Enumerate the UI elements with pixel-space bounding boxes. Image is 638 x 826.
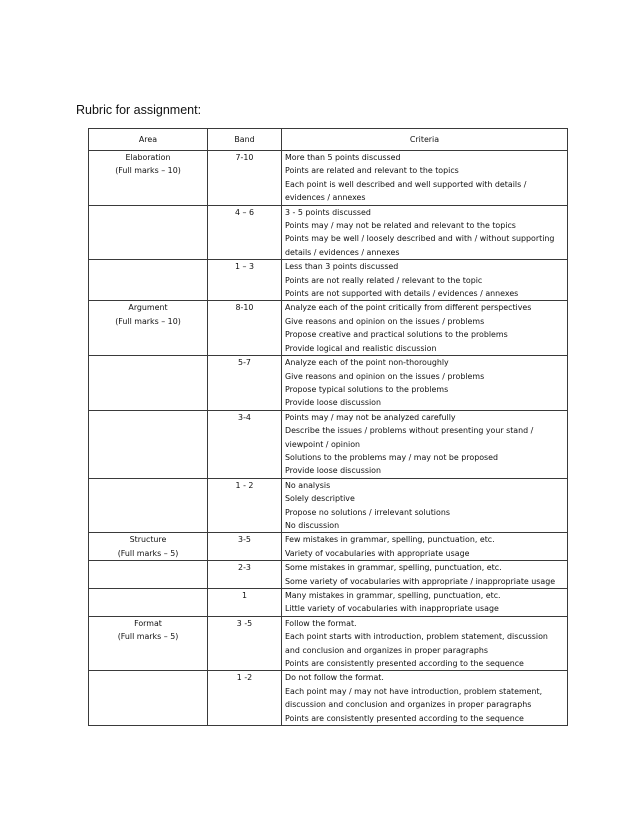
- criteria-cell: [282, 616, 568, 671]
- band-value: 3 -5: [208, 616, 282, 671]
- header-criteria: Criteria: [282, 129, 568, 151]
- area-cell: [89, 533, 208, 561]
- page-title: Rubric for assignment:: [76, 103, 202, 117]
- criteria-item: Follow the format.: [285, 618, 357, 628]
- rubric-row: [89, 260, 568, 301]
- criteria-item: Points may be well / loosely described and with / without supporting details / evidences / annexes: [285, 234, 555, 257]
- criteria-item: Solely descriptive: [285, 494, 355, 504]
- area-cell: [89, 410, 208, 478]
- rubric-row: [89, 561, 568, 589]
- area-name: Elaboration: [125, 153, 171, 162]
- rubric-row: [89, 478, 568, 533]
- criteria-item: Points are consistently presented according to the sequence: [285, 659, 524, 669]
- area-cell: [89, 151, 208, 206]
- rubric-row: [89, 151, 568, 206]
- band-value: 2-3: [208, 561, 282, 589]
- criteria-item: Give reasons and opinion on the issues / problems: [285, 371, 485, 381]
- area-cell: [89, 478, 208, 533]
- rubric-row: [89, 205, 568, 260]
- criteria-item: Some mistakes in grammar, spelling, punctuation, etc.: [285, 563, 502, 573]
- criteria-item: No discussion: [285, 520, 340, 530]
- criteria-cell: [282, 671, 568, 726]
- band-value: 5-7: [208, 356, 282, 411]
- header-area: Area: [89, 129, 208, 151]
- criteria-cell: [282, 260, 568, 301]
- area-cell: [89, 260, 208, 301]
- criteria-cell: [282, 356, 568, 411]
- rubric-row: [89, 616, 568, 671]
- rubric-body: [89, 151, 568, 726]
- rubric-row: [89, 356, 568, 411]
- criteria-item: Describe the issues / problems without presenting your stand / viewpoint / opinion: [285, 426, 534, 449]
- criteria-item: Points may / may not be analyzed carefully: [285, 412, 456, 422]
- rubric-row: [89, 589, 568, 617]
- criteria-item: Little variety of vocabularies with inappropriate usage: [285, 604, 499, 614]
- criteria-item: Provide logical and realistic discussion: [285, 343, 437, 353]
- criteria-item: Propose typical solutions to the problems: [285, 384, 449, 394]
- area-full-marks: (Full marks – 10): [115, 316, 181, 326]
- header-row: [89, 129, 568, 151]
- criteria-item: Points are related and relevant to the topics: [285, 166, 459, 176]
- criteria-item: Analyze each of the point critically from different perspectives: [285, 303, 532, 313]
- area-name: Argument: [128, 303, 168, 313]
- band-value: 7-10: [208, 151, 282, 206]
- criteria-item: Variety of vocabularies with appropriate usage: [285, 548, 470, 558]
- area-cell: [89, 671, 208, 726]
- criteria-item: Solutions to the problems may / may not be proposed: [285, 452, 499, 462]
- area-name: Structure: [129, 535, 167, 545]
- criteria-item: Propose no solutions / irrelevant solutions: [285, 507, 450, 517]
- area-cell: [89, 205, 208, 260]
- area-name: Format: [134, 618, 162, 628]
- criteria-item: Provide loose discussion: [285, 398, 381, 408]
- criteria-item: Points are consistently presented according to the sequence: [285, 713, 524, 723]
- area-full-marks: (Full marks – 5): [117, 548, 179, 558]
- criteria-cell: [282, 410, 568, 478]
- criteria-item: Each point may / may not have introduction, problem statement, discussion and conclusion and organizes in proper paragraphs: [285, 686, 543, 710]
- rubric-row: [89, 301, 568, 356]
- rubric-row: [89, 533, 568, 561]
- criteria-item: Each point is well described and well supported with details / evidences / annexes: [285, 179, 527, 203]
- criteria-item: Points are not supported with details / evidences / annexes: [285, 289, 519, 299]
- criteria-item: Few mistakes in grammar, spelling, punctuation, etc.: [285, 535, 495, 545]
- rubric-table: [88, 128, 568, 726]
- criteria-item: Give reasons and opinion on the issues / problems: [285, 316, 485, 326]
- area-cell: [89, 356, 208, 411]
- criteria-item: Analyze each of the point non-thoroughly: [285, 358, 449, 368]
- area-cell: [89, 561, 208, 589]
- band-value: 3-4: [208, 410, 282, 478]
- area-full-marks: (Full marks – 10): [115, 166, 181, 176]
- rubric-row: [89, 410, 568, 478]
- criteria-item: Propose creative and practical solutions to the problems: [285, 330, 508, 340]
- criteria-cell: [282, 589, 568, 617]
- criteria-item: Points may / may not be related and relevant to the topics: [285, 221, 516, 231]
- band-value: 8-10: [208, 301, 282, 356]
- criteria-item: 3 - 5 points discussed: [285, 207, 371, 217]
- band-value: 4 – 6: [208, 205, 282, 260]
- band-value: 1 - 2: [208, 478, 282, 533]
- criteria-cell: [282, 478, 568, 533]
- rubric-row: [89, 671, 568, 726]
- criteria-item: More than 5 points discussed: [285, 153, 401, 162]
- band-value: 3-5: [208, 533, 282, 561]
- criteria-item: No analysis: [285, 480, 331, 490]
- criteria-cell: [282, 151, 568, 206]
- criteria-cell: [282, 205, 568, 260]
- criteria-cell: [282, 561, 568, 589]
- area-cell: [89, 301, 208, 356]
- band-value: 1 – 3: [208, 260, 282, 301]
- header-band: Band: [208, 129, 282, 151]
- criteria-cell: [282, 301, 568, 356]
- criteria-cell: [282, 533, 568, 561]
- area-full-marks: (Full marks – 5): [117, 632, 179, 642]
- criteria-item: Points are not really related / relevant to the topic: [285, 275, 483, 285]
- criteria-item: Do not follow the format.: [285, 673, 384, 683]
- criteria-item: Some variety of vocabularies with appropriate / inappropriate usage: [285, 576, 556, 586]
- area-cell: [89, 616, 208, 671]
- criteria-item: Provide loose discussion: [285, 466, 381, 476]
- area-cell: [89, 589, 208, 617]
- criteria-item: Each point starts with introduction, problem statement, discussion and conclusion and organizes in proper paragraphs: [285, 632, 548, 655]
- band-value: 1 -2: [208, 671, 282, 726]
- criteria-item: Many mistakes in grammar, spelling, punctuation, etc.: [285, 591, 501, 600]
- criteria-item: Less than 3 points discussed: [285, 262, 399, 272]
- band-value: 1: [208, 589, 282, 617]
